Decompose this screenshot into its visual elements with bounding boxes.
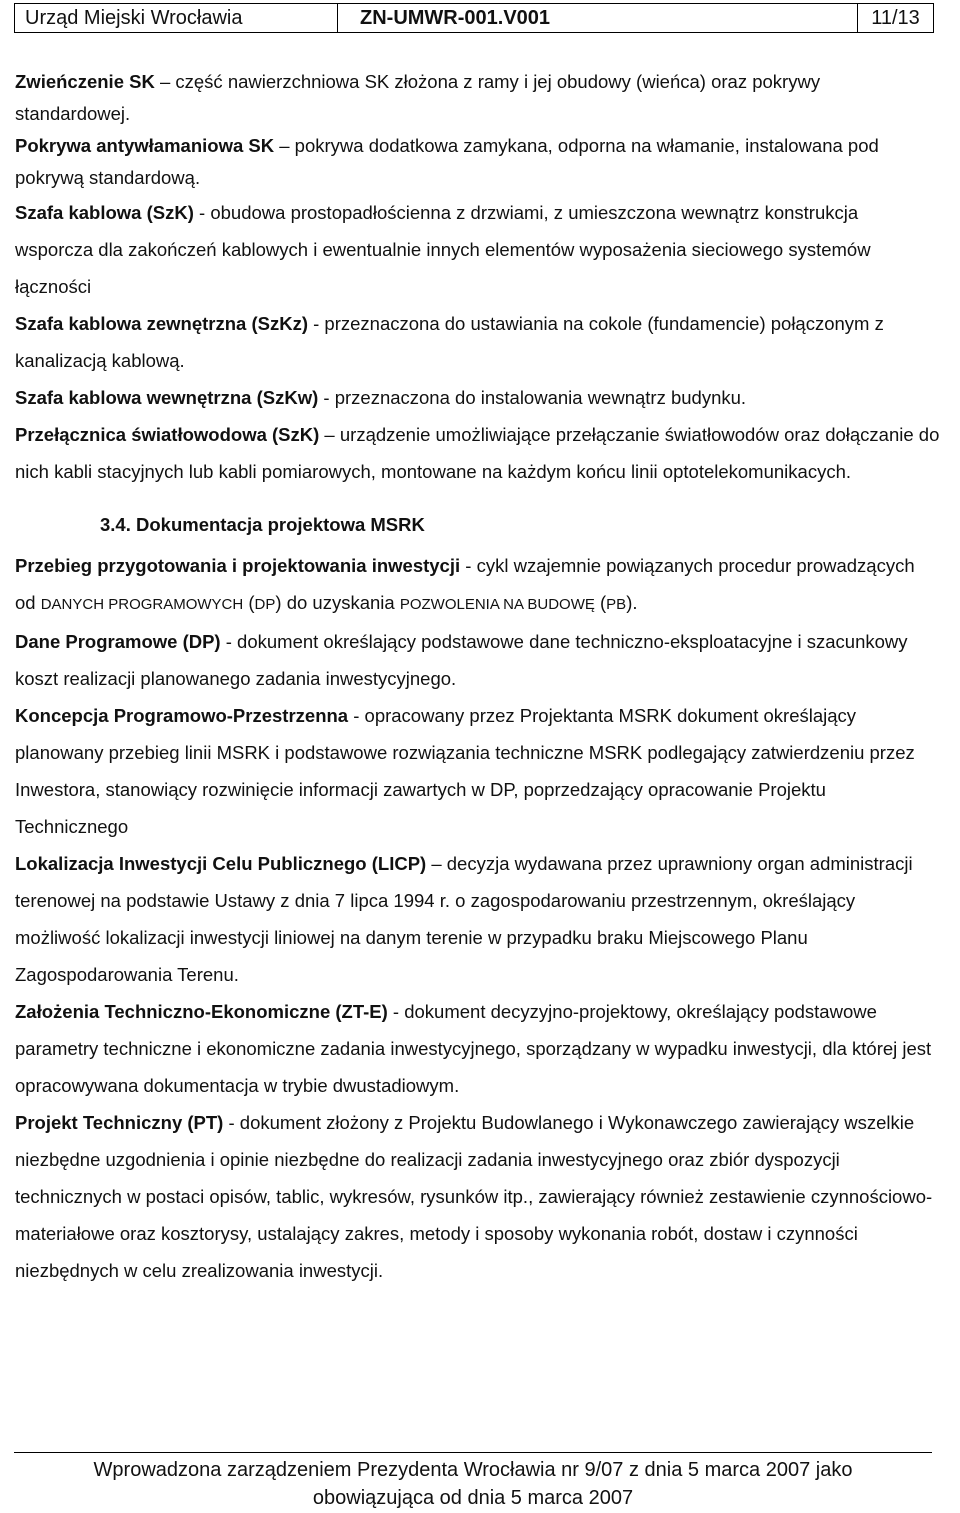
definition-term: Przebieg przygotowania i projektowania inwestycji: [15, 555, 461, 576]
definition-term: Pokrywa antywłamaniowa SK: [15, 135, 275, 156]
definition-term: Szafa kablowa zewnętrzna (SzKz): [15, 313, 308, 334]
small-caps-term: DANYCH PROGRAMOWYCH: [40, 596, 244, 613]
definition-text: - dokument decyzyjno-projektowy, określający podstawowe parametry techniczne i ekonomiczne zadania inwestycyjnego, sporządzany w wypadku inwestycji, dla której jest opracowywana dokumentacja w trybie dwustadiowym.: [15, 1001, 932, 1096]
definition-term: Koncepcja Programowo-Przestrzenna: [15, 705, 349, 726]
definition-term: Zwieńczenie SK: [15, 71, 155, 92]
text-span: (: [594, 592, 607, 613]
header-organization: Urząd Miejski Wrocławia: [15, 4, 338, 32]
section-heading: 3.4. Dokumentacja projektowa MSRK: [100, 514, 425, 535]
definition-koncepcja: [15, 697, 940, 845]
definition-text: - dokument złożony z Projektu Budowlanego i Wykonawczego zawierający wszelkie niezbędne uzgodnienia i opinie niezbędne do realizacji zadania inwestycyjnego oraz zbiór dyspozycji technicznych w postaci opisów, tablic, wykresów, rysunków itp., zawierający również zestawienie czynnościowo-materiałowe oraz kosztorysy, ustalający zakres, metody i sposoby wykonania robót, dostaw i czynności niezbędnych w celu zrealizowania inwestycji.: [15, 1112, 933, 1281]
definition-term: Szafa kablowa (SzK): [15, 202, 194, 223]
definition-zwienczenie: [15, 66, 940, 130]
small-caps-term: POZWOLENIA NA BUDOWĘ: [399, 596, 595, 613]
definition-text: - opracowany przez Projektanta MSRK dokument określający planowany przebieg linii MSRK i podstawowe rozwiązania techniczne MSRK podlegający zatwierdzeniu przez Inwestora, stanowiący rozwinięcie informacji zawartych w DP, poprzedzający opracowanie Projektu Technicznego: [15, 705, 915, 837]
definition-term: Projekt Techniczny (PT): [15, 1112, 224, 1133]
definition-licp: [15, 845, 940, 993]
definition-term: Przełącznica światłowodowa (SzK): [15, 424, 320, 445]
definition-text: - przeznaczona do ustawiania na cokole (fundamencie) połączonym z kanalizacją kablową.: [15, 313, 884, 371]
small-caps-term: PB: [606, 596, 627, 613]
definition-term: Lokalizacja Inwestycji Celu Publicznego (LICP): [15, 853, 427, 874]
document-body: [15, 66, 940, 1289]
definition-projekt-techniczny: [15, 1104, 940, 1289]
definition-pokrywa: [15, 130, 940, 194]
definition-text: – urządzenie umożliwiające przełączanie światłowodów oraz dołączanie do nich kabli stacyjnych lub kabli pomiarowych, montowane na każdym końcu linii optotelekomunikacych.: [15, 424, 940, 482]
definition-term: Szafa kablowa wewnętrzna (SzKw): [15, 387, 319, 408]
paragraph-przebieg: [15, 547, 940, 623]
page-header: [14, 3, 934, 33]
definition-szafa-wewnetrzna: [15, 379, 940, 416]
text-span: (: [243, 592, 255, 613]
small-caps-term: DP: [254, 596, 276, 613]
header-document-id: ZN-UMWR-001.V001: [338, 4, 858, 32]
definition-szafa-zewnetrzna: [15, 305, 940, 379]
definition-text: - przeznaczona do instalowania wewnątrz budynku.: [318, 387, 747, 408]
header-page-number: 11/13: [871, 6, 920, 29]
definition-term: Założenia Techniczno-Ekonomiczne (ZT-E): [15, 1001, 388, 1022]
definition-dane-programowe: [15, 623, 940, 697]
text-span: ) do uzyskania: [275, 592, 400, 613]
definition-text: - dokument określający podstawowe dane techniczno-eksploatacyjne i szacunkowy koszt realizacji planowanego zadania inwestycyjnego.: [15, 631, 908, 689]
definition-text: - obudowa prostopadłościenna z drzwiami, z umieszczona wewnątrz konstrukcja wsporcza dla zakończeń kablowych i ewentualnie innych elementów wyposażenia sieciowego systemów łączności: [15, 202, 871, 297]
definition-szafa-kablowa: [15, 194, 940, 305]
definition-text: – decyzja wydawana przez uprawniony organ administracji terenowej na podstawie Ustawy z dnia 7 lipca 1994 r. o zagospodarowaniu przestrzennym, określający możliwość lokalizacji inwestycji liniowej na danym terenie w przypadku braku Miejscowego Planu Zagospodarowania Terenu.: [15, 853, 913, 985]
definition-text: – część nawierzchniowa SK złożona z ramy i jej obudowy (wieńca) oraz pokrywy standardowej.: [15, 71, 821, 124]
definition-term: Dane Programowe (DP): [15, 631, 221, 652]
footer-line-1: Wprowadzona zarządzeniem Prezydenta Wrocławia nr 9/07 z dnia 5 marca 2007 jako: [93, 1459, 853, 1481]
footer-line-2: obowiązująca od dnia 5 marca 2007: [312, 1487, 634, 1509]
text-span: - cykl wzajemnie powiązanych procedur prowadzących od: [15, 555, 915, 613]
page-footer: [14, 1452, 932, 1512]
definition-przelacznica: [15, 416, 940, 490]
definition-text: – pokrywa dodatkowa zamykana, odporna na włamanie, instalowana pod pokrywą standardową.: [15, 135, 879, 188]
definition-zte: [15, 993, 940, 1104]
text-span: ).: [626, 592, 638, 613]
